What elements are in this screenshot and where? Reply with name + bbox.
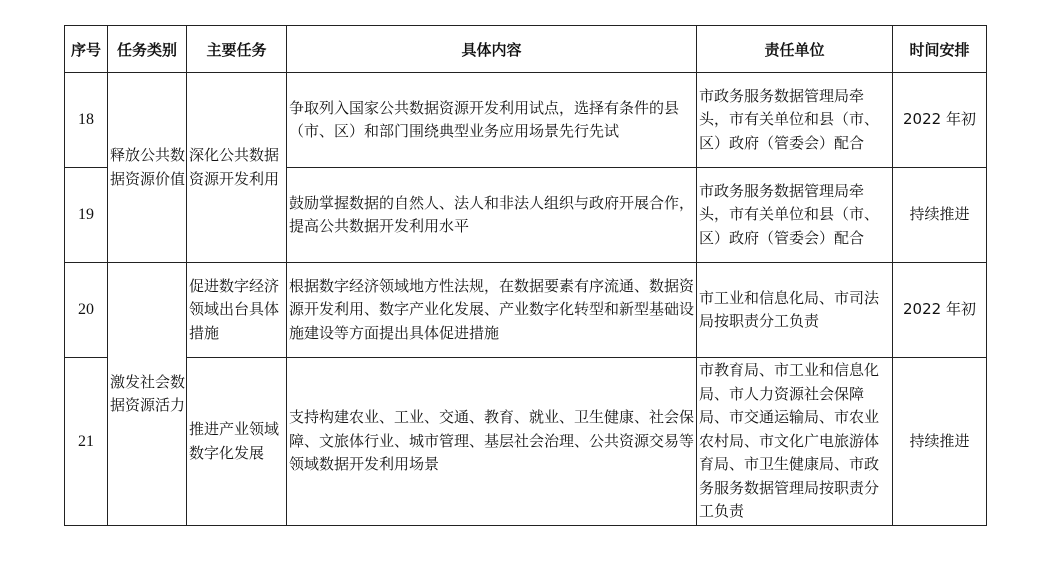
header-content: 具体内容 [287, 26, 697, 73]
task-table [64, 25, 987, 526]
header-task: 主要任务 [187, 26, 287, 73]
row-content: 根据数字经济领域地方性法规，在数据要素有序流通、数据资源开发利用、数字产业化发展、产业数字化转型和新型基础设施建设等方面提出具体促进措施 [287, 263, 697, 358]
table-row [65, 263, 987, 358]
table-row [65, 73, 987, 168]
header-category: 任务类别 [108, 26, 187, 73]
row-task: 推进产业领域数字化发展 [187, 358, 287, 526]
row-unit: 市教育局、市工业和信息化局、市人力资源社会保障局、市交通运输局、市农业农村局、市文化广电旅游体育局、市卫生健康局、市政务服务数据管理局按职责分工负责 [697, 358, 893, 526]
row-unit: 市政务服务数据管理局牵头，市有关单位和县（市、区）政府（管委会）配合 [697, 73, 893, 168]
row-seq: 21 [65, 358, 108, 526]
row-category: 激发社会数据资源活力 [108, 263, 187, 526]
row-task: 深化公共数据资源开发利用 [187, 73, 287, 263]
row-category: 释放公共数据资源价值 [108, 73, 187, 263]
row-unit: 市政务服务数据管理局牵头，市有关单位和县（市、区）政府（管委会）配合 [697, 168, 893, 263]
header-time: 时间安排 [893, 26, 987, 73]
row-seq: 19 [65, 168, 108, 263]
row-content: 支持构建农业、工业、交通、教育、就业、卫生健康、社会保障、文旅体行业、城市管理、基层社会治理、公共资源交易等领域数据开发利用场景 [287, 358, 697, 526]
row-content: 争取列入国家公共数据资源开发利用试点，选择有条件的县（市、区）和部门围绕典型业务应用场景先行先试 [287, 73, 697, 168]
table-row [65, 358, 987, 526]
row-time: 2022 年初 [893, 263, 987, 358]
row-task: 促进数字经济领域出台具体措施 [187, 263, 287, 358]
header-unit: 责任单位 [697, 26, 893, 73]
row-content: 鼓励掌握数据的自然人、法人和非法人组织与政府开展合作，提高公共数据开发利用水平 [287, 168, 697, 263]
row-seq: 20 [65, 263, 108, 358]
row-time: 持续推进 [893, 168, 987, 263]
header-seq: 序号 [65, 26, 108, 73]
row-time: 持续推进 [893, 358, 987, 526]
header-row [65, 26, 987, 73]
row-seq: 18 [65, 73, 108, 168]
row-time: 2022 年初 [893, 73, 987, 168]
row-unit: 市工业和信息化局、市司法局按职责分工负责 [697, 263, 893, 358]
